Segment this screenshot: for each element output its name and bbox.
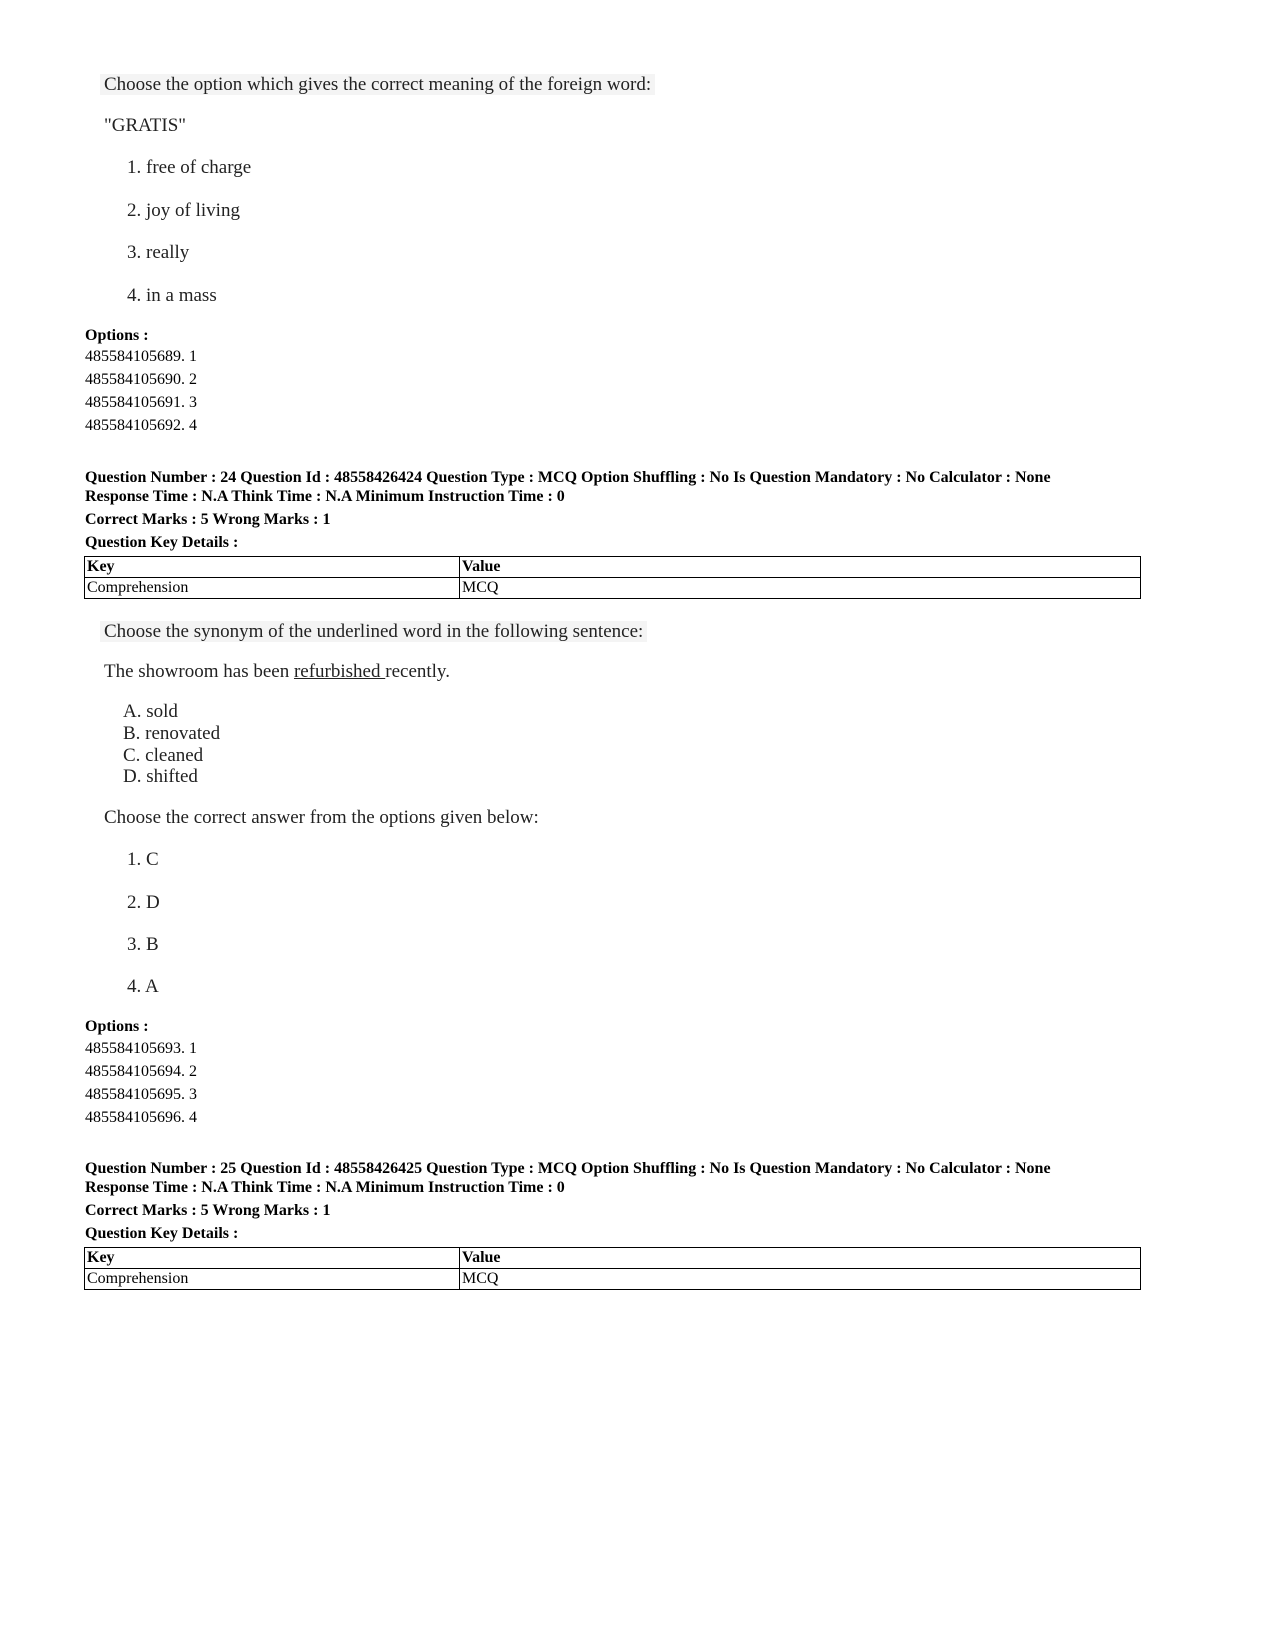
table-cell-key: Comprehension bbox=[85, 1269, 460, 1290]
option-item: 485584105691. 3 bbox=[85, 394, 197, 411]
question-23-choice-4: 4. in a mass bbox=[127, 285, 217, 306]
table-header-key: Key bbox=[85, 1248, 460, 1269]
table-cell-key: Comprehension bbox=[85, 578, 460, 599]
option-item: 485584105696. 4 bbox=[85, 1109, 197, 1126]
table-header-key: Key bbox=[85, 557, 460, 578]
table-header-row bbox=[85, 557, 1141, 578]
option-item: 485584105694. 2 bbox=[85, 1063, 197, 1080]
question-24-choice-2: 2. D bbox=[127, 892, 160, 913]
table-row bbox=[85, 578, 1141, 599]
table-header-value: Value bbox=[460, 1248, 1141, 1269]
option-item: 485584105690. 2 bbox=[85, 371, 197, 388]
option-item: 485584105689. 1 bbox=[85, 348, 197, 365]
question-24-meta-line2: Response Time : N.A Think Time : N.A Minimum Instruction Time : 0 bbox=[85, 488, 565, 505]
question-24-sentence bbox=[104, 661, 450, 683]
question-24-item-c: C. cleaned bbox=[123, 745, 204, 766]
question-24-key-table bbox=[84, 556, 1141, 599]
question-24-meta-line1: Question Number : 24 Question Id : 48558426424 Question Type : MCQ Option Shuffling : No Is Question Mandatory : No Calculator : None bbox=[85, 469, 1051, 486]
option-item: 485584105692. 4 bbox=[85, 417, 197, 434]
question-25-marks: Correct Marks : 5 Wrong Marks : 1 bbox=[85, 1202, 331, 1219]
question-23-choice-1: 1. free of charge bbox=[127, 157, 252, 178]
question-23-choice-2: 2. joy of living bbox=[127, 200, 240, 221]
table-cell-value: MCQ bbox=[460, 1269, 1141, 1290]
table-cell-value: MCQ bbox=[460, 578, 1141, 599]
question-25-key-table bbox=[84, 1247, 1141, 1290]
question-24-choice-1: 1. C bbox=[127, 849, 159, 870]
question-24-item-d: D. shifted bbox=[123, 766, 198, 787]
question-24-stem: Choose the synonym of the underlined word in the following sentence: bbox=[100, 621, 647, 642]
question-25-key-details-label: Question Key Details : bbox=[85, 1225, 239, 1242]
question-23-word: "GRATIS" bbox=[104, 115, 187, 136]
question-23-stem: Choose the option which gives the correct meaning of the foreign word: bbox=[100, 74, 655, 95]
question-25-meta-line1: Question Number : 25 Question Id : 48558426425 Question Type : MCQ Option Shuffling : No Is Question Mandatory : No Calculator : None bbox=[85, 1160, 1051, 1177]
question-24-key-details-label: Question Key Details : bbox=[85, 534, 239, 551]
table-row bbox=[85, 1269, 1141, 1290]
question-24-item-a: A. sold bbox=[123, 701, 178, 722]
question-24-item-b: B. renovated bbox=[123, 723, 221, 744]
question-23-choice-3: 3. really bbox=[127, 242, 190, 263]
option-item: 485584105695. 3 bbox=[85, 1086, 197, 1103]
question-24-choice-4: 4. A bbox=[127, 976, 159, 997]
question-24-options-label: Options : bbox=[85, 1018, 149, 1035]
table-header-row bbox=[85, 1248, 1141, 1269]
sentence-after: recently. bbox=[385, 661, 450, 682]
question-25-meta-line2: Response Time : N.A Think Time : N.A Minimum Instruction Time : 0 bbox=[85, 1179, 565, 1196]
underlined-word: refurbished bbox=[293, 661, 386, 682]
question-24-choice-3: 3. B bbox=[127, 934, 159, 955]
question-23-options-label: Options : bbox=[85, 327, 149, 344]
question-24-instruction: Choose the correct answer from the options given below: bbox=[104, 807, 539, 828]
table-header-value: Value bbox=[460, 557, 1141, 578]
question-24-marks: Correct Marks : 5 Wrong Marks : 1 bbox=[85, 511, 331, 528]
option-item: 485584105693. 1 bbox=[85, 1040, 197, 1057]
sentence-before: The showroom has been bbox=[104, 661, 294, 682]
